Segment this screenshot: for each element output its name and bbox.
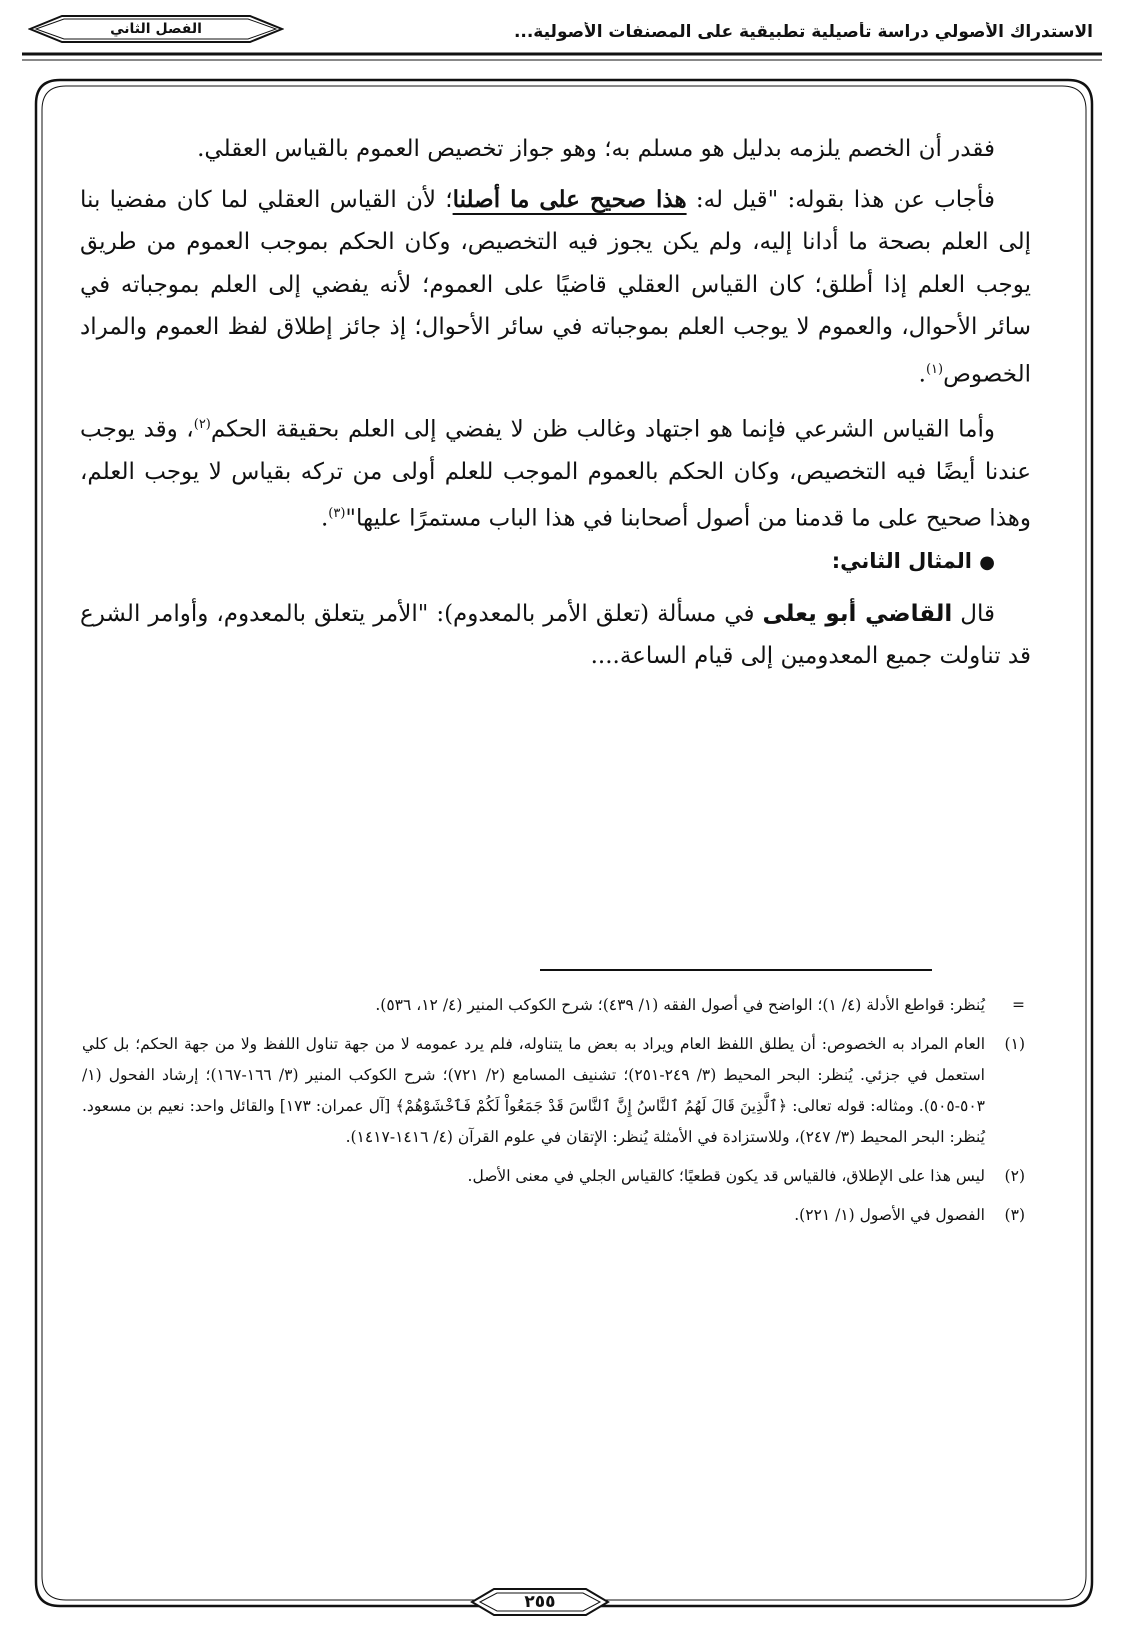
footnote-ref-2: (٢) bbox=[193, 416, 211, 432]
section-heading bbox=[80, 540, 1031, 585]
footnote-marker: (٢) bbox=[1004, 1167, 1025, 1185]
paragraph-2-rest: ؛ لأن القياس العقلي لما كان مفضيا بنا إلى العلم بصحة ما أدانا إليه، ولم يكن يجوز فيه التخصيص، وكان الحكم بموجب العموم من طريق يوجب العلم إذا أطلق؛ كان القياس العقلي قاضيًا على العموم؛ لأنه يفضي إلى العلم بموجباته في سائر الأحوال، والعموم لا يوجب العلم بموجباته في سائر الأحوال؛ إذ جائز إطلاق لفظ العموم والمراد الخصوص bbox=[80, 186, 1031, 388]
paragraph-2-end: . bbox=[918, 361, 926, 388]
paragraph-3-start: وأما القياس الشرعي فإنما هو اجتهاد وغالب ظن لا يفضي إلى العلم بحقيقة الحكم bbox=[210, 416, 995, 443]
paragraph-2-start: فأجاب عن هذا بقوله: "قيل له: bbox=[686, 186, 995, 213]
header-rule bbox=[22, 52, 1102, 64]
footnote-text: ليس هذا على الإطلاق، فالقياس قد يكون قطعيًا؛ كالقياس الجلي في معنى الأصل. bbox=[467, 1167, 985, 1185]
chapter-label: الفصل الثاني bbox=[110, 21, 202, 37]
footnote-marker: = bbox=[1012, 996, 1025, 1014]
footnote-text: الفصول في الأصول (١/ ٢٢١). bbox=[794, 1206, 985, 1224]
footnote-marker: (٣) bbox=[1004, 1206, 1025, 1224]
footnote-ref-1: (١) bbox=[925, 361, 944, 377]
scholar-name: القاضي أبو يعلى bbox=[762, 600, 953, 627]
footnote-3 bbox=[82, 1200, 1025, 1231]
footnote-2 bbox=[82, 1161, 1025, 1192]
footnote-continued bbox=[82, 990, 1025, 1021]
paragraph-3-rest: ، وقد يوجب عندنا أيضًا فيه التخصيص، وكان الحكم بالعموم الموجب للعلم أولى من تركه بقياس لا يوجب العلم، وهذا صحيح على ما قدمنا من أصول أصحابنا في هذا الباب مستمرًا عليها" bbox=[80, 416, 1031, 532]
footnote-text: العام المراد به الخصوص: أن يطلق اللفظ العام ويراد به بعض ما يتناوله، فلم يرد عمومه لا من جهة تناول اللفظ ولا من جهة الحكم؛ بل كلي استعمل في جزئي. يُنظر: البحر المحيط (٣/ ٢٤٩-٢٥١)؛ تشنيف المسامع (٢/ ٧٢١)؛ شرح الكوكب المنير (٣/ ١٦٦-١٦٧)؛ إرشاد الفحول (١/ ٥٠٣-٥٠٥). ومثاله: قوله تعالى: ﴿ٱلَّذِينَ قَالَ لَهُمُ ٱلنَّاسُ إِنَّ ٱلنَّاسَ قَدْ جَمَعُواْ لَكُمْ فَٱخْشَوْهُمْ﴾ [آل عمران: ١٧٣] والقائل واحد: نعيم بن مسعود. يُنظر: البحر المحيط (٣/ ٢٤٧)، وللاستزادة في الأمثلة يُنظر: الإتقان في علوم القرآن (٤/ ١٤١٦-١٤١٧). bbox=[82, 1035, 985, 1146]
paragraph-1: فقدر أن الخصم يلزمه بدليل هو مسلم به؛ وهو جواز تخصيص العموم بالقياس العقلي. bbox=[197, 136, 995, 162]
chapter-tag bbox=[28, 14, 284, 44]
section-heading-text: المثال الثاني: bbox=[831, 549, 972, 574]
underlined-phrase: هذا صحيح على ما أصلنا bbox=[452, 185, 687, 213]
footnote-text: يُنظر: قواطع الأدلة (٤/ ١)؛ الواضح في أصول الفقه (١/ ٤٣٩)؛ شرح الكوكب المنير (٤/ ١٢، ٥٣٦). bbox=[375, 996, 985, 1014]
footnote-1 bbox=[82, 1029, 1025, 1153]
book-title: الاستدراك الأصولي دراسة تأصيلية تطبيقية على المصنفات الأصولية... bbox=[513, 22, 1093, 42]
footnote-ref-3: (٣) bbox=[328, 506, 346, 522]
page-number-badge bbox=[470, 1586, 610, 1618]
paragraph-3 bbox=[80, 404, 1031, 541]
paragraph-3-end: . bbox=[320, 505, 329, 532]
footnote-marker: (١) bbox=[1004, 1035, 1025, 1053]
paragraph-4 bbox=[80, 593, 1031, 678]
page-number: ٢٥٥ bbox=[524, 1592, 556, 1612]
main-text bbox=[80, 128, 1031, 678]
paragraph-2 bbox=[80, 179, 1031, 396]
footnotes bbox=[82, 990, 1025, 1239]
footnote-separator bbox=[540, 969, 932, 971]
paragraph-4-start: قال bbox=[952, 600, 995, 627]
paragraph-4-rest: في مسألة (تعلق الأمر بالمعدوم): "الأمر يتعلق بالمعدوم، وأوامر الشرع قد تناولت جميع المعدومين إلى قيام الساعة.... bbox=[80, 600, 1031, 670]
bullet-icon: ● bbox=[979, 552, 995, 574]
